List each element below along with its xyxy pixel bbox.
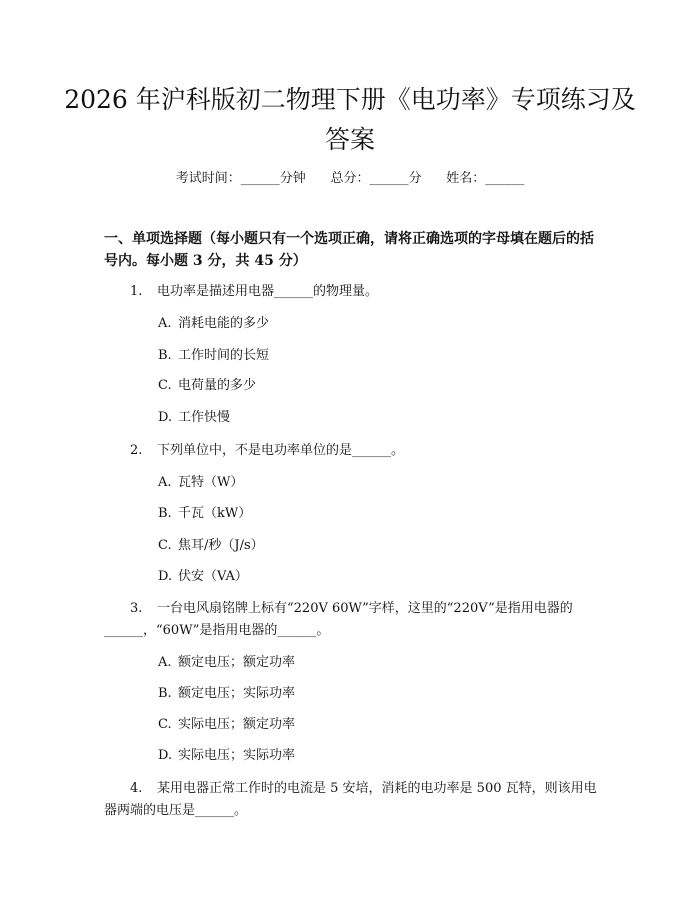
option-3d — [158, 747, 295, 765]
option-text: 瓦特（W） — [178, 475, 244, 490]
option-letter: B. — [158, 686, 172, 701]
option-text: 消耗电能的多少 — [178, 316, 270, 331]
option-text: 额定电压；实际功率 — [178, 686, 296, 701]
section-heading: 一、单项选择题（每小题只有一个选项正确，请将正确选项的字母填在题后的括号内。每小题 3 分，共 45 分） — [104, 231, 594, 269]
question-1 — [130, 281, 378, 303]
option-letter: B. — [158, 506, 172, 521]
option-3a — [158, 654, 295, 672]
option-letter: C. — [158, 538, 172, 553]
option-letter: D. — [158, 748, 173, 763]
question-text: 电功率是描述用电器______的物理量。 — [157, 284, 379, 299]
question-text: 一台电风扇铭牌上标有“220V 60W”字样，这里的“220V”是指用电器的______，“60W”是指用电器的______。 — [104, 601, 573, 638]
option-2c — [158, 537, 264, 555]
option-letter: A. — [158, 475, 172, 490]
option-1d — [158, 409, 230, 427]
option-text: 实际电压；额定功率 — [178, 717, 296, 732]
option-1c — [158, 377, 256, 395]
option-letter: C. — [158, 378, 172, 393]
question-text: 下列单位中，不是电功率单位的是______。 — [157, 443, 405, 458]
question-number: 1. — [130, 284, 143, 299]
option-2b — [158, 505, 251, 523]
option-text: 额定电压；额定功率 — [178, 655, 296, 670]
question-number: 4. — [130, 781, 143, 796]
document-title: 2026 年沪科版初二物理下册《电功率》专项练习及答案 — [64, 85, 636, 154]
option-text: 千瓦（kW） — [178, 506, 252, 521]
option-letter: B. — [158, 348, 172, 363]
question-text: 某用电器正常工作时的电流是 5 安培，消耗的电功率是 500 瓦特，则该用电器两端的电压是______。 — [104, 781, 597, 818]
option-1a — [158, 315, 269, 333]
option-2a — [158, 474, 243, 492]
option-1b — [158, 347, 269, 365]
option-letter: A. — [158, 655, 172, 670]
question-4 — [104, 778, 604, 822]
option-text: 工作快慢 — [178, 410, 231, 425]
option-letter: C. — [158, 717, 172, 732]
option-3b — [158, 685, 295, 703]
option-3c — [158, 716, 295, 734]
option-2d — [158, 568, 248, 586]
option-text: 工作时间的长短 — [178, 348, 270, 363]
option-letter: D. — [158, 569, 173, 584]
question-number: 2. — [130, 443, 143, 458]
option-text: 伏安（VA） — [178, 569, 248, 584]
option-text: 电荷量的多少 — [178, 378, 257, 393]
option-letter: D. — [158, 410, 173, 425]
option-text: 焦耳/秒（J/s） — [178, 538, 264, 553]
option-letter: A. — [158, 316, 172, 331]
question-2 — [130, 440, 404, 462]
question-number: 3. — [130, 601, 143, 616]
exam-info-line: 考试时间：______分钟 总分：______分 姓名：______ — [175, 171, 525, 186]
question-3 — [104, 598, 604, 642]
option-text: 实际电压；实际功率 — [178, 748, 296, 763]
